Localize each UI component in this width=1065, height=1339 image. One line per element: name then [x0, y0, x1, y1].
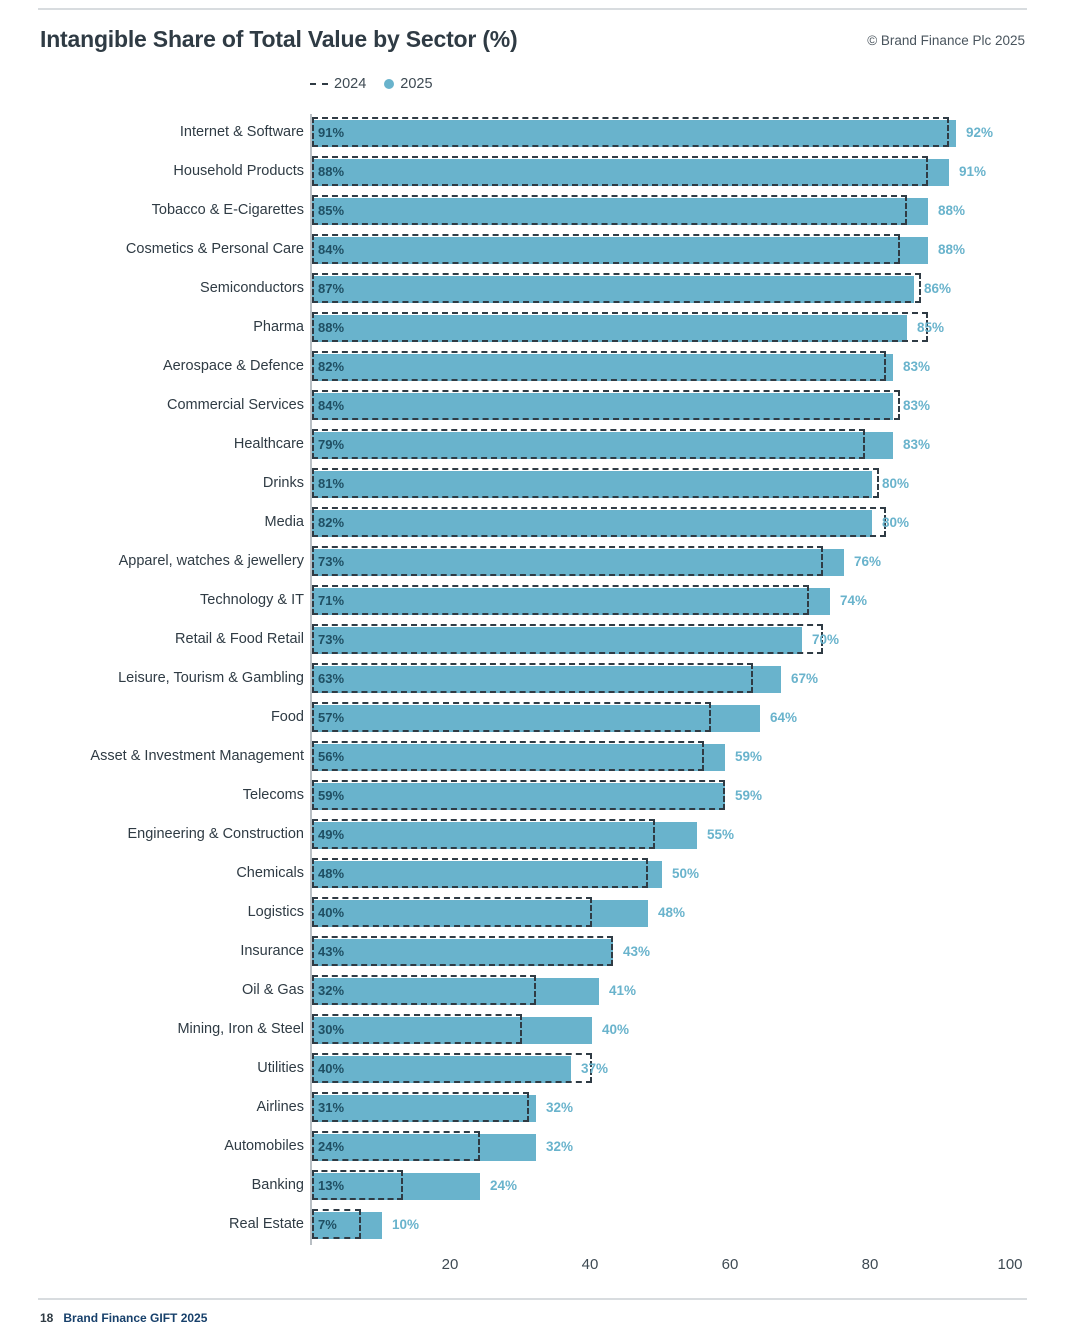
bar-value-label-2024: 87% [318, 281, 345, 296]
bar-value-label-2024: 30% [318, 1022, 345, 1037]
bar-value-label-2024: 57% [318, 710, 345, 725]
page-title: Intangible Share of Total Value by Sector (%) [40, 26, 518, 52]
bar-value-label-2024: 88% [318, 164, 345, 179]
bar-value-label-2024: 32% [318, 983, 345, 998]
bar-value-label-2025: 74% [840, 593, 868, 608]
footer [40, 1311, 207, 1325]
bar-outline-2024 [312, 390, 900, 420]
category-label: Banking [251, 1176, 304, 1193]
bar-value-label-2024: 82% [318, 515, 345, 530]
chart-row [262, 465, 1010, 504]
bar-value-label-2024: 31% [318, 1100, 345, 1115]
bar-outline-2024 [312, 663, 753, 693]
chart-row [257, 1050, 1010, 1089]
category-label: Airlines [256, 1098, 304, 1115]
chart-legend [310, 76, 443, 92]
bar-value-label-2025: 80% [882, 515, 910, 530]
bar-value-label-2024: 40% [318, 905, 345, 920]
chart-row [229, 1206, 1010, 1245]
bar-outline-2024 [312, 585, 809, 615]
category-label: Drinks [262, 474, 304, 491]
bar-value-label-2024: 13% [318, 1178, 345, 1193]
bar-value-label-2025: 40% [602, 1022, 630, 1037]
bar-value-label-2024: 84% [318, 242, 345, 257]
bar-value-label-2025: 41% [609, 983, 637, 998]
category-label: Apparel, watches & jewellery [118, 552, 304, 569]
bar-value-label-2025: 85% [917, 320, 945, 335]
chart-row [224, 1128, 1010, 1167]
category-label: Automobiles [224, 1137, 304, 1154]
page-number: 18 [40, 1311, 54, 1325]
bottom-divider [38, 1298, 1027, 1300]
chart-row [127, 816, 1010, 855]
bar-value-label-2025: 83% [903, 437, 931, 452]
bar-value-label-2025: 10% [392, 1217, 420, 1232]
bar-value-label-2024: 84% [318, 398, 345, 413]
bar-outline-2024 [312, 468, 879, 498]
chart-row [200, 270, 1010, 309]
bar-outline-2024 [312, 741, 704, 771]
plot-area [90, 114, 1010, 1245]
bar-value-label-2024: 49% [318, 827, 345, 842]
category-label: Chemicals [236, 864, 304, 881]
legend-item-2024 [310, 76, 366, 92]
bar-outline-2024 [312, 312, 928, 342]
category-label: Healthcare [233, 435, 304, 452]
category-label: Aerospace & Defence [162, 357, 304, 374]
bar-value-label-2025: 88% [938, 203, 966, 218]
bar-value-label-2025: 86% [924, 281, 952, 296]
bar-outline-2024 [312, 156, 928, 186]
bar-value-label-2025: 80% [882, 476, 910, 491]
bar-outline-2024 [312, 897, 592, 927]
category-label: Pharma [253, 318, 304, 335]
dashed-line-icon [310, 83, 328, 85]
bar-outline-2024 [312, 234, 900, 264]
x-axis-tick: 100 [997, 1256, 1023, 1273]
category-label: Media [264, 513, 304, 530]
legend-label-2024: 2024 [334, 76, 367, 92]
chart-row [241, 972, 1010, 1011]
bar-value-label-2025: 83% [903, 398, 931, 413]
bar-value-label-2025: 64% [770, 710, 798, 725]
dot-icon [384, 79, 394, 89]
chart-row [177, 1011, 1010, 1050]
bar-value-label-2025: 59% [735, 788, 763, 803]
bar-value-label-2025: 55% [707, 827, 735, 842]
chart-row [167, 387, 1010, 426]
x-axis-tick: 20 [441, 1256, 459, 1273]
category-label: Telecoms [242, 786, 304, 803]
x-axis-tick: 40 [581, 1256, 599, 1273]
chart-row [236, 855, 1010, 894]
bar-outline-2024 [312, 429, 865, 459]
bar-outline-2024 [312, 975, 536, 1005]
bar-outline-2024 [312, 1053, 592, 1083]
category-label: Asset & Investment Management [90, 747, 304, 764]
category-label: Logistics [247, 903, 304, 920]
bar-value-label-2025: 37% [581, 1061, 609, 1076]
category-label: Internet & Software [179, 123, 304, 140]
x-axis-tick: 80 [861, 1256, 879, 1273]
chart-row [242, 777, 1010, 816]
bar-value-label-2025: 91% [959, 164, 987, 179]
chart-row [264, 504, 1010, 543]
chart-row [118, 543, 1010, 582]
bar-value-label-2025: 32% [546, 1100, 574, 1115]
bar-value-label-2025: 50% [672, 866, 700, 881]
bar-value-label-2024: 91% [318, 125, 345, 140]
bar-outline-2024 [312, 936, 613, 966]
chart-row [173, 153, 1010, 192]
bar-value-label-2025: 83% [903, 359, 931, 374]
category-label: Technology & IT [200, 591, 304, 608]
chart-row [162, 348, 1010, 387]
category-label: Food [270, 708, 304, 725]
category-label: Cosmetics & Personal Care [125, 240, 304, 257]
legend-label-2025: 2025 [400, 76, 433, 92]
bar-outline-2024 [312, 273, 921, 303]
bar-value-label-2024: 63% [318, 671, 345, 686]
bar-value-label-2024: 81% [318, 476, 345, 491]
chart-row [253, 309, 1010, 348]
category-label: Leisure, Tourism & Gambling [118, 669, 304, 686]
bar-value-label-2024: 82% [318, 359, 345, 374]
bar-value-label-2025: 43% [623, 944, 651, 959]
category-label: Commercial Services [167, 396, 304, 413]
category-label: Utilities [257, 1059, 304, 1076]
bar-outline-2024 [312, 1092, 529, 1122]
legend-item-2025 [384, 76, 432, 92]
chart-row [251, 1167, 1010, 1206]
bar-outline-2024 [312, 546, 823, 576]
chart-row [233, 426, 1010, 465]
category-label: Insurance [240, 942, 304, 959]
bar-value-label-2024: 85% [318, 203, 345, 218]
bar-outline-2024 [312, 819, 655, 849]
chart-row [247, 894, 1010, 933]
bar-outline-2024 [312, 507, 886, 537]
bar-value-label-2024: 43% [318, 944, 345, 959]
category-label: Household Products [173, 162, 304, 179]
bar-outline-2024 [312, 780, 725, 810]
bar-value-label-2024: 73% [318, 632, 345, 647]
bar-outline-2024 [312, 702, 711, 732]
category-label: Oil & Gas [241, 981, 304, 998]
bar-outline-2024 [312, 351, 886, 381]
top-divider [38, 8, 1027, 10]
bar-value-label-2025: 76% [854, 554, 882, 569]
chart-row [90, 738, 1010, 777]
bar-value-label-2024: 88% [318, 320, 345, 335]
bar-outline-2024 [312, 195, 907, 225]
bar-value-label-2024: 71% [318, 593, 345, 608]
chart-row [118, 660, 1010, 699]
chart-row [175, 621, 1010, 660]
copyright-text: © Brand Finance Plc 2025 [867, 33, 1025, 48]
bar-value-label-2024: 48% [318, 866, 345, 881]
bar-value-label-2025: 70% [812, 632, 840, 647]
bar-value-label-2025: 48% [658, 905, 686, 920]
bar-value-label-2025: 32% [546, 1139, 574, 1154]
bar-outline-2024 [312, 624, 823, 654]
bar-value-label-2024: 24% [318, 1139, 345, 1154]
category-label: Retail & Food Retail [175, 630, 304, 647]
x-axis [310, 1248, 1023, 1278]
footer-text: Brand Finance GIFT 2025 [63, 1311, 208, 1325]
bar-value-label-2024: 59% [318, 788, 345, 803]
category-label: Mining, Iron & Steel [177, 1020, 304, 1037]
bar-value-label-2025: 88% [938, 242, 966, 257]
bar-outline-2024 [312, 117, 949, 147]
bar-outline-2024 [312, 858, 648, 888]
chart-row [270, 699, 1010, 738]
category-label: Real Estate [229, 1215, 304, 1232]
chart-row [179, 114, 1010, 153]
chart-row [151, 192, 1010, 231]
bar-value-label-2025: 67% [791, 671, 819, 686]
bar-value-label-2024: 73% [318, 554, 345, 569]
x-axis-tick: 60 [721, 1256, 739, 1273]
bar-value-label-2025: 59% [735, 749, 763, 764]
chart-row [125, 231, 1010, 270]
chart-row [256, 1089, 1010, 1128]
category-label: Engineering & Construction [127, 825, 304, 842]
bar-value-label-2025: 24% [490, 1178, 518, 1193]
bar-value-label-2024: 56% [318, 749, 345, 764]
category-label: Tobacco & E-Cigarettes [151, 201, 304, 218]
chart-row [240, 933, 1010, 972]
bar-value-label-2024: 40% [318, 1061, 345, 1076]
chart-row [200, 582, 1010, 621]
bar-value-label-2024: 7% [318, 1217, 337, 1232]
category-label: Semiconductors [200, 279, 304, 296]
bar-value-label-2025: 92% [966, 125, 994, 140]
bar-value-label-2024: 79% [318, 437, 345, 452]
